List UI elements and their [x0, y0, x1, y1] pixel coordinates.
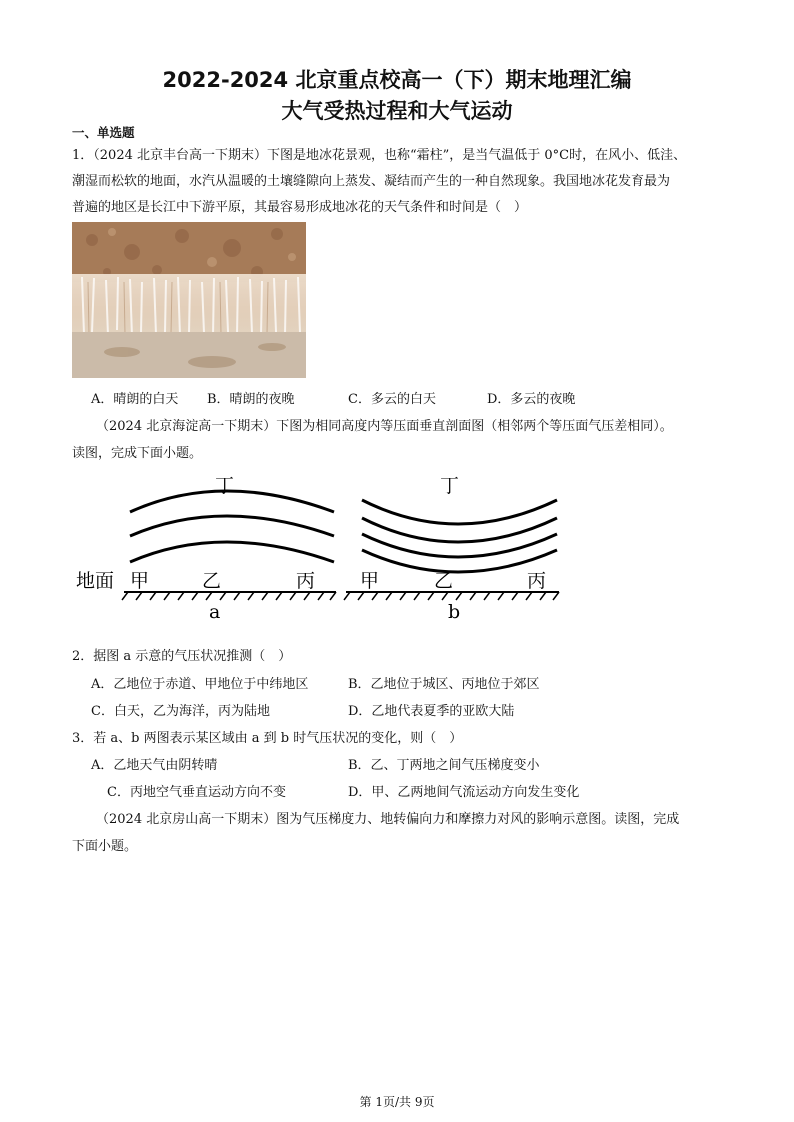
q1-option-c: C．多云的白天 [348, 392, 436, 407]
label-a-ding: 丁 [215, 475, 235, 497]
label-b-ding: 丁 [440, 475, 460, 497]
intro2-line2: 读图，完成下面小题。 [72, 446, 203, 461]
q1-option-b: B．晴朗的夜晚 [207, 392, 295, 407]
q1-stem-line3: 普遍的地区是长江中下游平原，其最容易形成地冰花的天气条件和时间是（ ） [72, 200, 528, 215]
q3-option-c: C．丙地空气垂直运动方向不变 [107, 785, 286, 800]
q2-option-b: B．乙地位于城区、丙地位于郊区 [348, 677, 540, 692]
q1-stem-line1: 1．（2024 北京丰台高一下期末）下图是地冰花景观，也称“霜柱”，是当气温低于 0°C时，在风小、低洼、 [72, 148, 687, 163]
q3-option-a: A．乙地天气由阴转晴 [91, 758, 218, 773]
caption-a: a [209, 601, 221, 623]
q2-stem: 2．据图 a 示意的气压状况推测（ ） [72, 649, 292, 664]
label-b-jia: 甲 [360, 570, 380, 592]
q2-option-c: C．白天，乙为海洋，丙为陆地 [91, 704, 270, 719]
q2-option-d: D．乙地代表夏季的亚欧大陆 [348, 704, 515, 719]
isobars-a [130, 491, 334, 562]
section-heading: 一、单选题 [72, 125, 135, 140]
label-a-jia: 甲 [130, 570, 150, 592]
q3-stem: 3．若 a、b 两图表示某区域由 a 到 b 时气压状况的变化，则（ ） [72, 731, 463, 746]
q3-option-d: D．甲、乙两地间气流运动方向发生变化 [348, 785, 580, 800]
label-a-bing: 丙 [296, 570, 316, 592]
label-a-yi: 乙 [202, 570, 222, 592]
intro4-line1: （2024 北京房山高一下期末）图为气压梯度力、地转偏向力和摩擦力对风的影响示意图。读图，完成 [96, 812, 680, 827]
intro4-line2: 下面小题。 [72, 839, 138, 854]
page-number: 第 1页/共 9页 [359, 1095, 435, 1109]
ground-label: 地面 [76, 570, 115, 592]
page-title: 2022-2024 北京重点校高一（下）期末地理汇编 [162, 68, 632, 92]
ground-hatching [122, 592, 559, 600]
isobar-diagram [72, 470, 572, 625]
q1-option-d: D．多云的夜晚 [487, 392, 576, 407]
caption-b: b [448, 601, 461, 623]
label-b-yi: 乙 [434, 570, 454, 592]
q1-option-a: A．晴朗的白天 [91, 392, 179, 407]
label-b-bing: 丙 [527, 570, 547, 592]
intro2-line1: （2024 北京海淀高一下期末）下图为相同高度内等压面垂直剖面图（相邻两个等压面气压差相同）。 [96, 419, 673, 434]
isobars-b [362, 500, 557, 572]
q1-stem-line2: 潮湿而松软的地面，水汽从温暖的土壤缝隙向上蒸发、凝结而产生的一种自然现象。我国地冰花发育最为 [72, 174, 671, 189]
q2-option-a: A．乙地位于赤道、甲地位于中纬地区 [91, 677, 309, 692]
page-subtitle: 大气受热过程和大气运动 [281, 99, 513, 123]
q3-option-b: B．乙、丁两地之间气压梯度变小 [348, 758, 540, 773]
frost-pillar-photo [72, 222, 306, 378]
